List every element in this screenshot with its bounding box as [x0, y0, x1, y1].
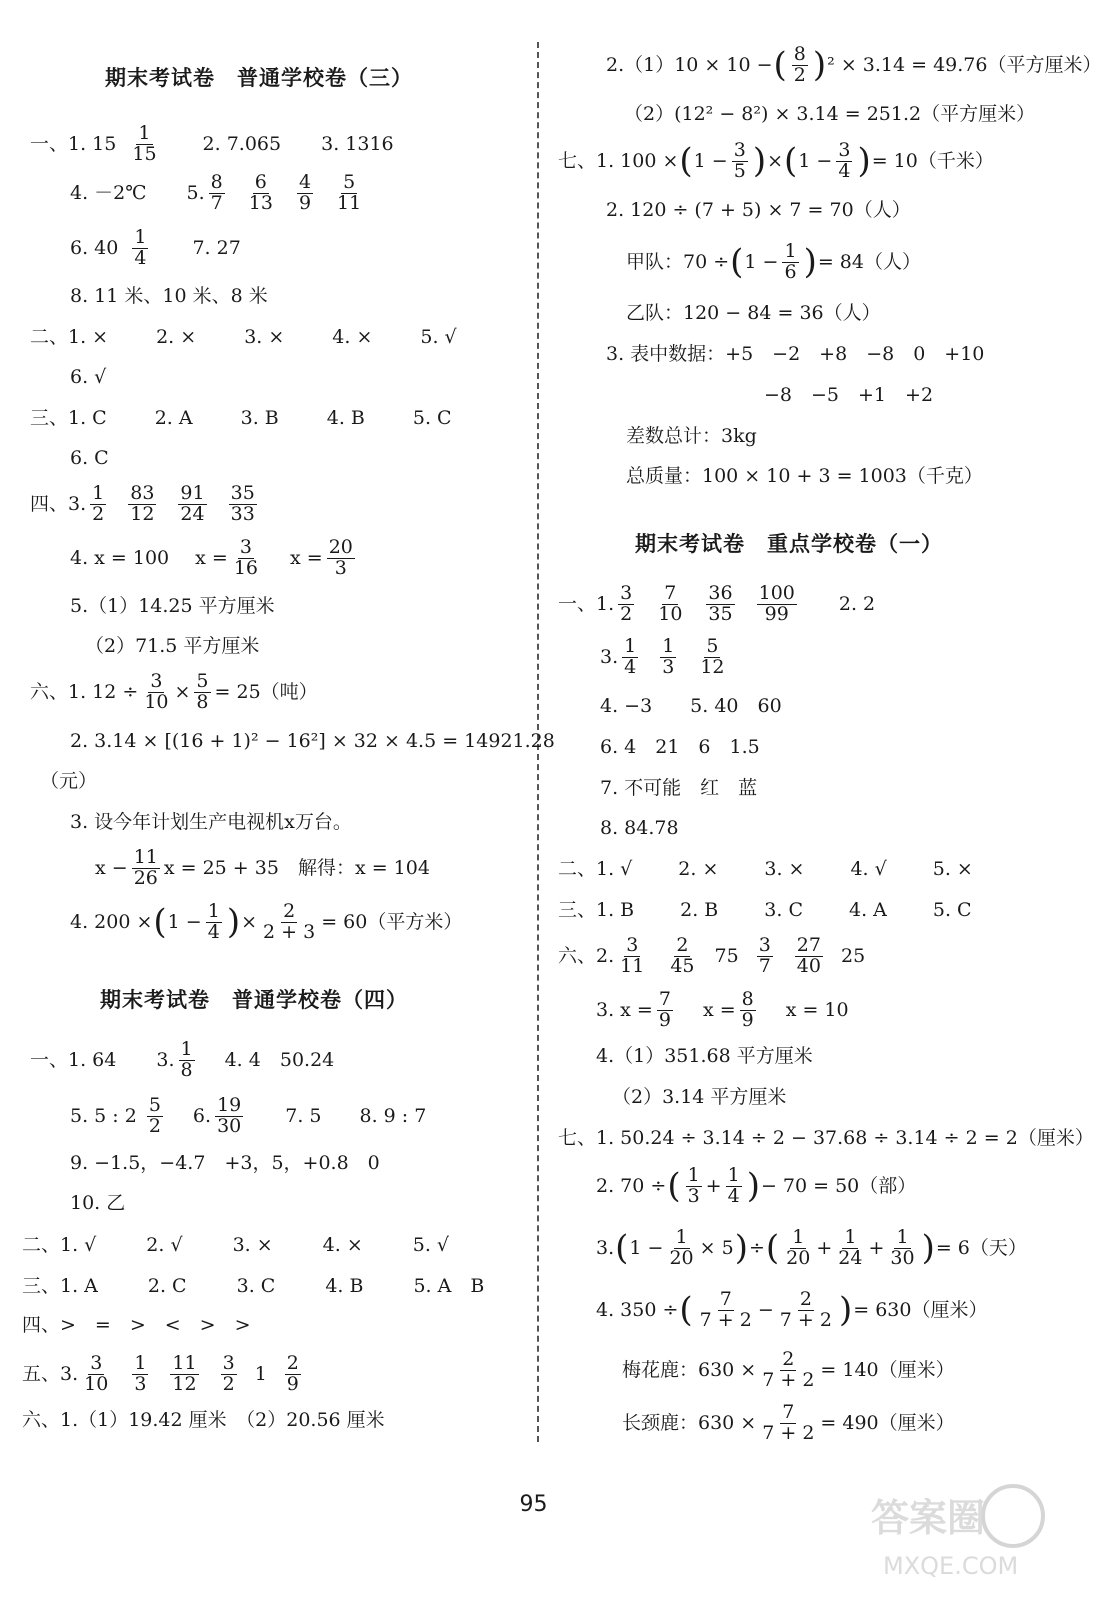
answer-line: 4. －2℃ 5. $\frac{8}{7}$ $\frac{6}{13}$ $\frac{4}{9}$ $\frac{5}{11}$ [70, 171, 362, 214]
answer-line: 五、3. $\frac{3}{10}$ $\frac{1}{3}$ $\frac{11}{12}$ $\frac{3}{2}$ 1 $\frac{2}{9}$ [22, 1352, 299, 1395]
answer-line: 七、1. 100 × ( 1 − $\frac{3}{5}$ ) × ( 1 − $\frac{3}{4}$ ) = 10（千米） [558, 139, 994, 182]
answer-line: 5.（1）14.25 平方厘米 [70, 595, 275, 617]
answer-line: 乙队：120 − 84 = 36（人） [626, 302, 881, 324]
answer-line: 总质量：100 × 10 + 3 = 1003（千克） [626, 465, 983, 487]
answer-line: x − $\frac{11}{26}$ x = 25 + 35 解得：x = 104 [95, 846, 430, 889]
answer-line: 3. x = $\frac{7}{9}$ x = $\frac{8}{9}$ x = 10 [596, 988, 849, 1031]
answer-line: 一、1. 64 3. $\frac{1}{8}$ 4. 4 50.24 [30, 1038, 335, 1081]
answer-line: 三、1. C 2. A 3. B 4. B 5. C [30, 407, 452, 429]
answer-line: 6. √ [70, 366, 107, 388]
answer-line: 四、> = > < > > [22, 1314, 251, 1336]
answer-line: −8 −5 +1 +2 [764, 384, 934, 406]
answer-line: 一、1. $\frac{3}{2}$ $\frac{7}{10}$ $\frac{36}{35}$ $\frac{100}{99}$ 2. 2 [558, 582, 876, 625]
answer-line: 四、3. $\frac{1}{2}$ $\frac{83}{12}$ $\frac{91}{24}$ $\frac{35}{33}$ [30, 482, 255, 525]
answer-line: 一、1. 15 $\frac{1}{15}$ 2. 7.065 3. 1316 [30, 122, 394, 165]
answer-line: 8. 84.78 [600, 817, 679, 839]
answer-line: 4. −3 5. 40 60 [600, 695, 782, 717]
answer-line: 4.（1）351.68 平方厘米 [596, 1045, 813, 1067]
answer-line: 5. 5 : 2 $\frac{5}{2}$ 6. $\frac{19}{30}$ 7. 5 8. 9 : 7 [70, 1094, 427, 1137]
answer-line: 差数总计：3kg [626, 425, 757, 447]
answer-line: 3. ( 1 − $\frac{1}{20}$ × 5 ) ÷ ( $\frac{1}{20}$ + $\frac{1}{24}$ + $\frac{1}{30}$ ) = 6（天） [596, 1226, 1027, 1269]
answer-line: （2）3.14 平方厘米 [612, 1086, 787, 1108]
answer-line: 三、1. B 2. B 3. C 4. A 5. C [558, 899, 972, 921]
answer-line: （2）(12² − 8²) × 3.14 = 251.2（平方厘米） [624, 103, 1036, 125]
answer-line: 甲队：70 ÷ ( 1 − $\frac{1}{6}$ ) = 84（人） [626, 240, 921, 283]
answer-line: 梅花鹿：630 × $\frac{2}{7 + 2}$ = 140（厘米） [622, 1348, 955, 1391]
answer-line: 3. 表中数据：+5 −2 +8 −8 0 +10 [606, 343, 985, 365]
answer-line: 2. 3.14 × [(16 + 1)² − 16²] × 32 × 4.5 = 14921.28 [70, 730, 555, 752]
answer-line: 二、1. √ 2. √ 3. × 4. × 5. √ [22, 1234, 450, 1256]
answer-line: 3. $\frac{1}{4}$ $\frac{1}{3}$ $\frac{5}{12}$ [600, 635, 725, 678]
answer-line: 9. −1.5，−4.7 +3，5，+0.8 0 [70, 1152, 380, 1174]
answer-line: 4. x = 100 x = $\frac{3}{16}$ x = $\frac{20}{3}$ [70, 536, 353, 579]
section-title: 期末考试卷 普通学校卷（三） [105, 66, 413, 90]
section-title: 期末考试卷 重点学校卷（一） [635, 532, 943, 556]
answer-line: 长颈鹿：630 × $\frac{7}{7 + 2}$ = 490（厘米） [622, 1401, 955, 1444]
watermark-logo [863, 1476, 1053, 1586]
answer-line: 10. 乙 [70, 1192, 126, 1214]
answer-line: 六、1.（1）19.42 厘米 （2）20.56 厘米 [22, 1409, 385, 1431]
page-number: 95 [519, 1492, 548, 1517]
answer-line: 2.（1）10 × 10 − ( $\frac{8}{2}$ ) ² × 3.14 = 49.76（平方厘米） [606, 43, 1101, 86]
svg-text:MXQE.COM: MXQE.COM [883, 1552, 1019, 1580]
answer-line: 6. C [70, 447, 109, 469]
answer-line: 二、1. × 2. × 3. × 4. × 5. √ [30, 326, 457, 348]
answer-line: 2. 120 ÷ (7 + 5) × 7 = 70（人） [606, 199, 911, 221]
answer-line: 8. 11 米、10 米、8 米 [70, 285, 268, 307]
answer-line: 六、1. 12 ÷ $\frac{3}{10}$ × $\frac{5}{8}$ = 25（吨） [30, 670, 318, 713]
answer-line: （2）71.5 平方厘米 [85, 635, 260, 657]
answer-line: 6. 4 21 6 1.5 [600, 736, 760, 758]
answer-line: 2. 70 ÷ ( $\frac{1}{3}$ + $\frac{1}{4}$ ) − 70 = 50（部） [596, 1164, 917, 1207]
section-title: 期末考试卷 普通学校卷（四） [100, 988, 408, 1012]
answer-line: 二、1. √ 2. × 3. × 4. √ 5. × [558, 858, 973, 880]
answer-line: 4. 200 × ( 1 − $\frac{1}{4}$ ) × $\frac{2}{2 + 3}$ = 60（平方米） [70, 900, 463, 943]
answer-line: 6. 40 $\frac{1}{4}$ 7. 27 [70, 226, 241, 269]
answer-line: （元） [40, 770, 98, 792]
answer-line: 六、2. $\frac{3}{11}$ $\frac{2}{45}$ 75 $\frac{3}{7}$ $\frac{27}{40}$ 25 [558, 934, 866, 977]
answer-line: 七、1. 50.24 ÷ 3.14 ÷ 2 − 37.68 ÷ 3.14 ÷ 2 = 2（厘米） [558, 1127, 1094, 1149]
answer-line: 7. 不可能 红 蓝 [600, 777, 758, 799]
answer-line: 三、1. A 2. C 3. C 4. B 5. A B [22, 1275, 485, 1297]
answer-line: 4. 350 ÷ ( $\frac{7}{7 + 2}$ − $\frac{2}{7 + 2}$ ) = 630（厘米） [596, 1288, 988, 1331]
answer-line: 3. 设今年计划生产电视机x万台。 [70, 811, 352, 833]
svg-text:答案圈: 答案圈 [871, 1496, 986, 1540]
